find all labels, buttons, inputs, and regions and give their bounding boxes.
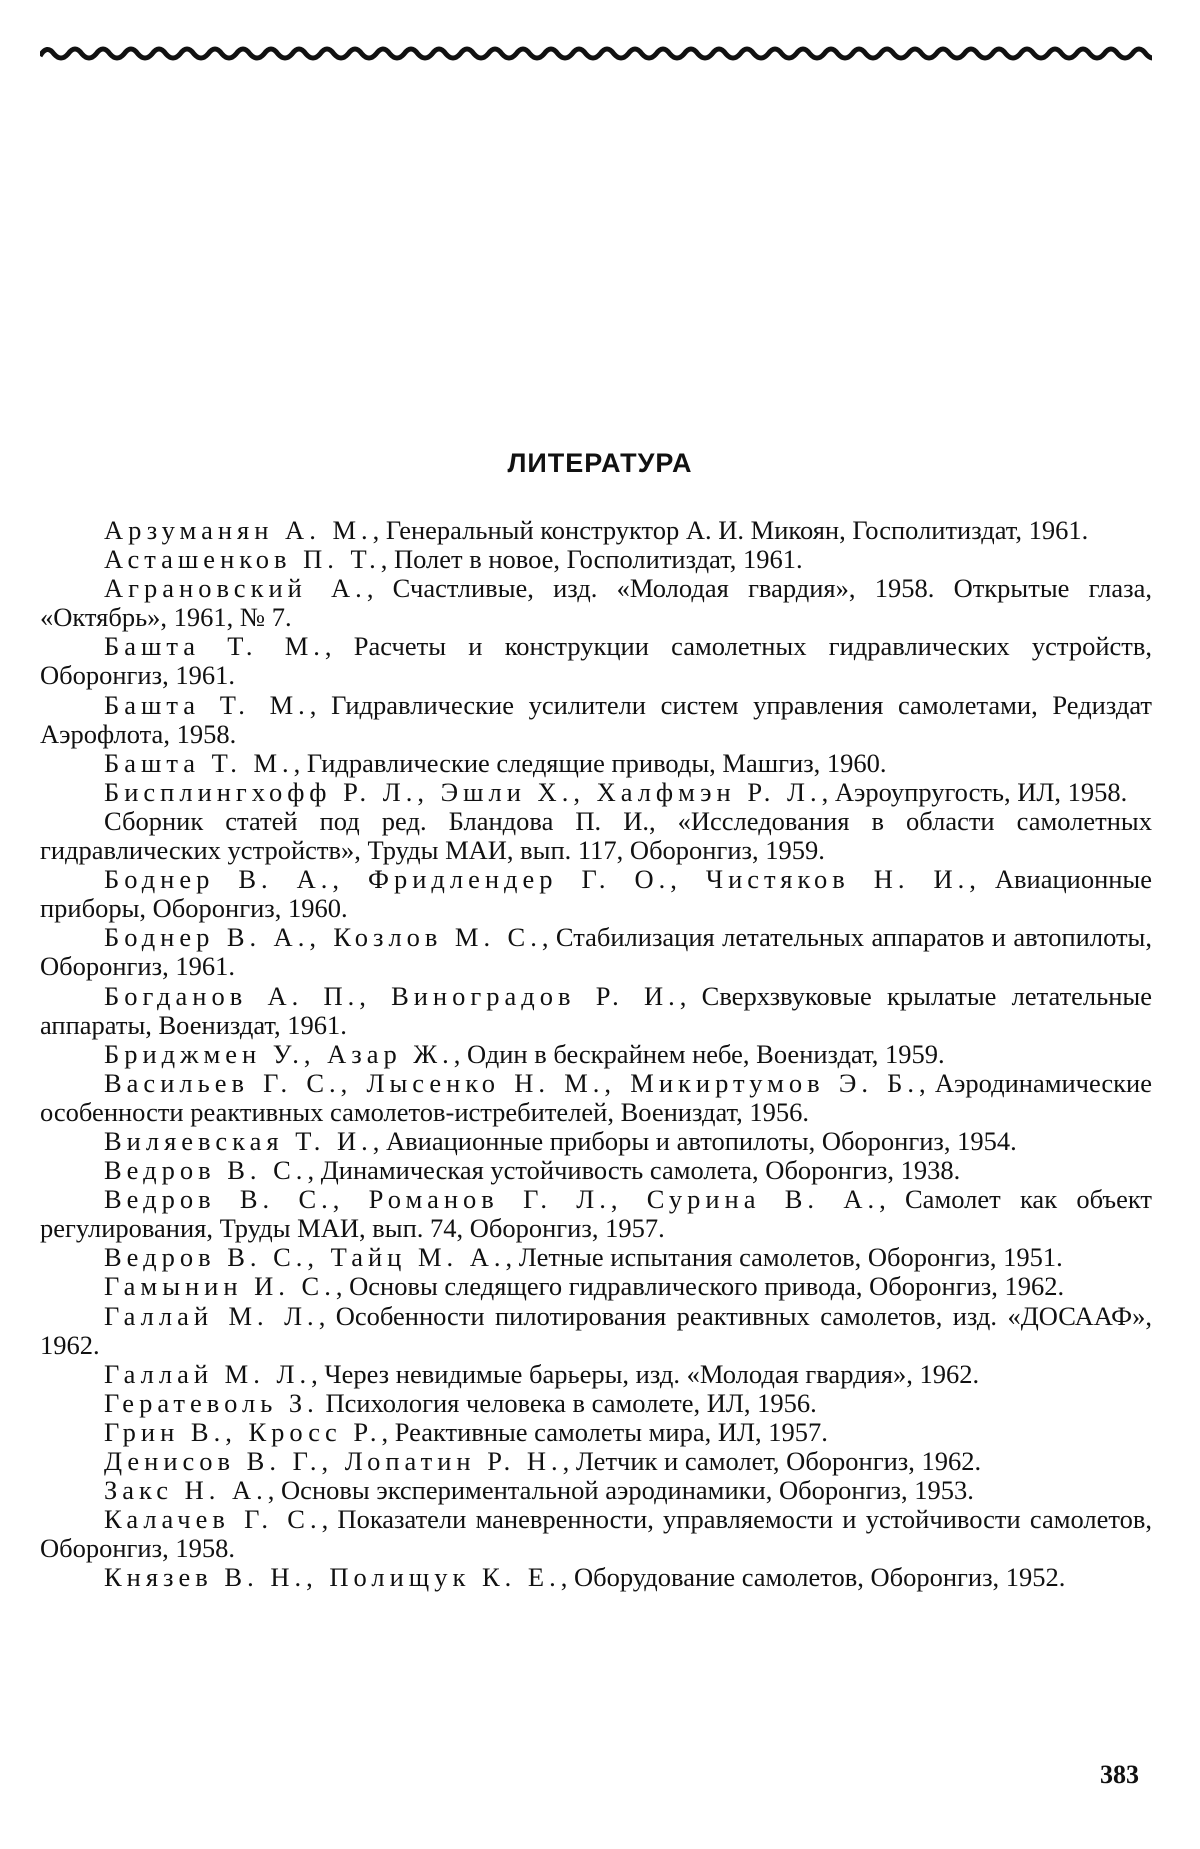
reference-entry — [40, 1156, 1152, 1185]
reference-author: Ведров В. С., Романов Г. Л., Сурина В. А. — [104, 1184, 880, 1215]
reference-details: , Оборудование самолетов, Оборонгиз, 1952. — [560, 1562, 1066, 1593]
reference-details: , Реактивные самолеты мира, ИЛ, 1957. — [381, 1416, 828, 1447]
reference-details: , Особенности пилотирования реактивных самолетов, изд. «ДОСААФ», 1962. — [40, 1300, 1152, 1360]
reference-author: Грин В., Кросс Р. — [104, 1416, 382, 1447]
reference-author: Боднер В. А., Фридлендер Г. О., Чистяков Н. И. — [104, 864, 970, 895]
reference-details: Сборник статей под ред. Бландова П. И., «Исследования в области самолетных гидравлических устройств», Труды МАИ, вып. 117, Оборонгиз, 1959. — [40, 805, 1152, 866]
reference-entry — [40, 1563, 1152, 1592]
reference-author: Денисов В. Г., Лопатин Р. Н. — [104, 1446, 563, 1476]
reference-details: , Через невидимые барьеры, изд. «Молодая гвардия», 1962. — [311, 1358, 980, 1389]
reference-author: Асташенков П. Т. — [104, 544, 381, 575]
reference-details: , Самолет как объект регулирования, Труды МАИ, вып. 74, Оборонгиз, 1957. — [40, 1184, 1152, 1244]
reference-details: , Авиационные приборы, Оборонгиз, 1960. — [40, 864, 1153, 924]
reference-details: , Авиационные приборы и автопилоты, Оборонгиз, 1954. — [372, 1125, 1017, 1156]
reference-details: , Счастливые, изд. «Молодая гвардия», 1958. Открытые глаза, «Октябрь», 1961, № 7. — [40, 573, 1152, 633]
reference-details: , Основы следящего гидравлического привода, Оборонгиз, 1962. — [335, 1271, 1065, 1302]
reference-entry — [40, 1185, 1152, 1243]
reference-details: , Расчеты и конструкции самолетных гидравлических устройств, Оборонгиз, 1961. — [40, 631, 1152, 691]
reference-details: , Полет в новое, Госполитиздат, 1961. — [380, 544, 803, 575]
reference-author: Галлай М. Л. — [104, 1358, 312, 1389]
reference-author: Бисплингхофф Р. Л., Эшли Х., Халфмэн Р. Л. — [104, 776, 822, 807]
reference-entry — [40, 1302, 1152, 1360]
reference-entry — [40, 982, 1152, 1040]
reference-author: Башта Т. М. — [104, 689, 310, 720]
reference-entry — [40, 574, 1152, 632]
reference-entry — [40, 1389, 1152, 1418]
reference-entry — [40, 1476, 1152, 1505]
reference-details: , Летчик и самолет, Оборонгиз, 1962. — [562, 1446, 982, 1476]
reference-entry — [40, 807, 1152, 865]
reference-details: , Стабилизация летательных аппаратов и автопилоты, Оборонгиз, 1961. — [40, 922, 1152, 982]
reference-entry — [40, 865, 1152, 923]
reference-details: , Генеральный конструктор А. И. Микоян, Госполитиздат, 1961. — [372, 515, 1089, 545]
reference-entry — [40, 1418, 1152, 1447]
reference-details: , Один в бескрайнем небе, Воениздат, 1959. — [453, 1038, 945, 1069]
reference-entry — [40, 1040, 1152, 1069]
reference-entry — [40, 632, 1152, 690]
decorative-border-ornament — [40, 38, 1152, 66]
reference-entry — [40, 1360, 1152, 1389]
reference-author: Башта Т. М. — [104, 631, 325, 662]
reference-entry — [40, 1243, 1152, 1272]
reference-entry — [40, 516, 1152, 545]
reference-entry — [40, 691, 1152, 749]
reference-details: , Аэродинамические особенности реактивных самолетов-истребителей, Воениздат, 1956. — [40, 1067, 1152, 1127]
reference-details: , Показатели маневренности, управляемости и устойчивости самолетов, Оборонгиз, 1958. — [40, 1504, 1152, 1564]
reference-details: , Летные испытания самолетов, Оборонгиз, 1951. — [505, 1242, 1063, 1273]
reference-details: , Сверхзвуковые крылатые летательные аппараты, Воениздат, 1961. — [40, 980, 1152, 1040]
reference-author: Гератеволь З. — [104, 1387, 319, 1418]
reference-author: Ведров В. С., Тайц М. А. — [104, 1242, 506, 1273]
reference-author: Ведров В. С. — [104, 1155, 308, 1186]
reference-author: Бриджмен У., Азар Ж. — [104, 1038, 454, 1069]
reference-entry — [40, 1069, 1152, 1127]
reference-entry — [40, 778, 1152, 807]
reference-details: , Гидравлические следящие приводы, Машгиз, 1960. — [293, 747, 887, 778]
reference-author: Боднер В. А., Козлов М. С. — [104, 922, 542, 953]
reference-author: Гамынин И. С. — [104, 1271, 336, 1302]
page-title: ЛИТЕРАТУРА — [507, 448, 693, 478]
reference-details: Психология человека в самолете, ИЛ, 1956. — [318, 1387, 817, 1418]
reference-author: Арзуманян А. М. — [104, 515, 373, 545]
reference-author: Аграновский А. — [104, 573, 367, 604]
reference-entry — [40, 923, 1152, 981]
reference-entry — [40, 545, 1152, 574]
reference-entry — [40, 1127, 1152, 1156]
reference-author: Башта Т. М. — [104, 747, 294, 778]
reference-author: Князев В. Н., Полищук К. Е. — [104, 1562, 561, 1593]
reference-author: Богданов А. П., Виноградов Р. И. — [104, 980, 680, 1011]
reference-details: , Динамическая устойчивость самолета, Оборонгиз, 1938. — [307, 1155, 961, 1186]
reference-author: Калачев Г. С. — [104, 1504, 322, 1535]
reference-list — [40, 515, 1153, 1593]
reference-entry — [40, 1272, 1152, 1301]
reference-author: Виляевская Т. И. — [104, 1125, 373, 1156]
reference-details: , Аэроупругость, ИЛ, 1958. — [821, 776, 1128, 807]
reference-author: Васильев Г. С., Лысенко Н. М., Микиртумов Э. Б. — [104, 1067, 920, 1098]
reference-details: , Основы экспериментальной аэродинамики, Оборонгиз, 1953. — [267, 1475, 974, 1506]
reference-author: Галлай М. Л. — [104, 1300, 319, 1331]
reference-entry — [40, 1447, 1152, 1476]
page-number: 383 — [1100, 1760, 1139, 1789]
reference-entry — [40, 749, 1152, 778]
reference-entry — [40, 1505, 1152, 1563]
reference-details: , Гидравлические усилители систем управления самолетами, Редиздат Аэрофлота, 1958. — [40, 689, 1152, 749]
reference-author: Закс Н. А. — [104, 1475, 268, 1506]
reference-entries — [40, 516, 1152, 1592]
